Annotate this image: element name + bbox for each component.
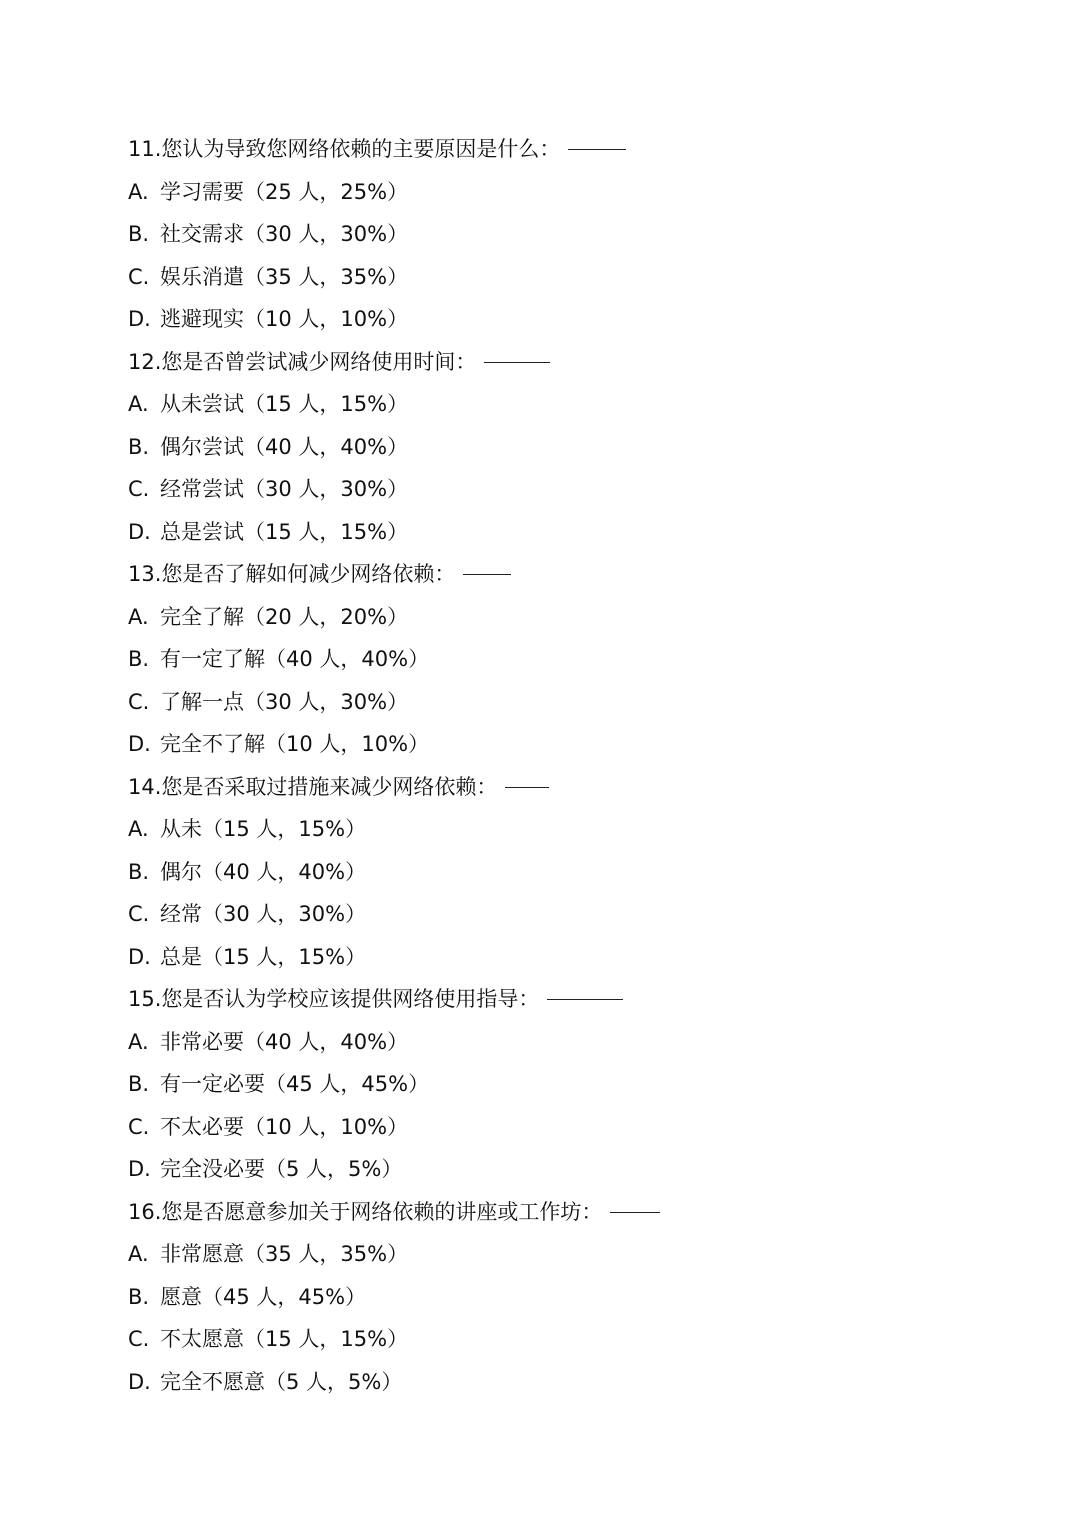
- option-letter: A.: [128, 1242, 149, 1266]
- question-text: 11.您认为导致您网络依赖的主要原因是什么：: [128, 137, 561, 161]
- option-letter: C.: [128, 264, 150, 289]
- option-letter: C.: [128, 902, 150, 926]
- option-item: [128, 1361, 1008, 1404]
- option-item: [128, 1106, 1008, 1149]
- question-text: 13.您是否了解如何减少网络依赖：: [128, 562, 456, 586]
- option-item: [128, 723, 1008, 766]
- option-letter: B.: [128, 1072, 150, 1096]
- option-item: [128, 1318, 1008, 1361]
- option-item: [128, 468, 1008, 511]
- option-text: 愿意（45 人，45%）: [160, 1284, 367, 1309]
- option-text: 经常（30 人，30%）: [160, 902, 367, 926]
- answer-blank: [484, 361, 550, 363]
- question-text: 16.您是否愿意参加关于网络依赖的讲座或工作坊：: [128, 1199, 603, 1224]
- question-title: [128, 553, 1008, 596]
- option-letter: A.: [128, 1029, 149, 1054]
- option-item: [128, 851, 1008, 894]
- option-item: [128, 1063, 1008, 1106]
- question-title: [128, 766, 1008, 809]
- option-letter: C.: [128, 689, 150, 714]
- option-item: [128, 426, 1008, 469]
- option-item: [128, 383, 1008, 426]
- option-text: 娱乐消遣（35 人，35%）: [160, 264, 409, 289]
- option-letter: C.: [128, 1114, 150, 1139]
- option-item: [128, 298, 1008, 341]
- option-text: 不太愿意（15 人，15%）: [160, 1327, 409, 1351]
- option-text: 偶尔（40 人，40%）: [160, 859, 367, 884]
- question-title: [128, 978, 1008, 1021]
- option-text: 总是尝试（15 人，15%）: [160, 519, 409, 544]
- option-text: 有一定必要（45 人，45%）: [160, 1072, 430, 1096]
- option-text: 经常尝试（30 人，30%）: [160, 477, 409, 501]
- option-letter: A.: [128, 817, 149, 841]
- option-letter: C.: [128, 1327, 150, 1351]
- answer-blank: [547, 998, 623, 1000]
- option-letter: D.: [128, 307, 151, 331]
- question-text: 15.您是否认为学校应该提供网络使用指导：: [128, 987, 540, 1011]
- question-title: [128, 341, 1008, 384]
- option-text: 学习需要（25 人，25%）: [160, 179, 409, 204]
- option-letter: D.: [128, 1369, 151, 1394]
- option-text: 完全了解（20 人，20%）: [160, 604, 409, 629]
- option-letter: B.: [128, 222, 150, 246]
- option-letter: C.: [128, 477, 150, 501]
- option-text: 了解一点（30 人，30%）: [160, 689, 409, 714]
- option-letter: D.: [128, 944, 151, 969]
- option-item: [128, 511, 1008, 554]
- option-text: 完全没必要（5 人，5%）: [160, 1157, 403, 1181]
- option-text: 逃避现实（10 人，10%）: [160, 307, 409, 331]
- option-item: [128, 1233, 1008, 1276]
- option-letter: D.: [128, 732, 151, 756]
- option-item: [128, 1148, 1008, 1191]
- question-title: [128, 1191, 1008, 1234]
- option-text: 有一定了解（40 人，40%）: [160, 647, 430, 671]
- option-letter: B.: [128, 434, 150, 459]
- option-text: 非常愿意（35 人，35%）: [160, 1242, 409, 1266]
- answer-blank: [505, 786, 549, 788]
- option-item: [128, 893, 1008, 936]
- option-text: 偶尔尝试（40 人，40%）: [160, 434, 409, 459]
- question-title: [128, 128, 1008, 171]
- question-text: 14.您是否采取过措施来减少网络依赖：: [128, 774, 498, 799]
- option-text: 完全不愿意（5 人，5%）: [160, 1369, 403, 1394]
- option-letter: A.: [128, 179, 149, 204]
- option-letter: A.: [128, 392, 149, 416]
- answer-blank: [610, 1211, 660, 1213]
- option-text: 总是（15 人，15%）: [160, 944, 367, 969]
- survey-page: [128, 128, 1008, 1403]
- question-text: 12.您是否曾尝试减少网络使用时间：: [128, 349, 477, 374]
- option-item: [128, 681, 1008, 724]
- option-item: [128, 638, 1008, 681]
- answer-blank: [463, 573, 511, 575]
- option-item: [128, 808, 1008, 851]
- option-item: [128, 596, 1008, 639]
- option-item: [128, 1021, 1008, 1064]
- option-letter: D.: [128, 1157, 151, 1181]
- option-item: [128, 936, 1008, 979]
- option-letter: B.: [128, 1284, 150, 1309]
- option-item: [128, 256, 1008, 299]
- option-letter: B.: [128, 647, 150, 671]
- option-item: [128, 171, 1008, 214]
- answer-blank: [568, 148, 626, 150]
- option-text: 从未（15 人，15%）: [160, 817, 367, 841]
- option-text: 非常必要（40 人，40%）: [160, 1029, 409, 1054]
- option-text: 完全不了解（10 人，10%）: [160, 732, 430, 756]
- option-text: 从未尝试（15 人，15%）: [160, 392, 409, 416]
- option-item: [128, 213, 1008, 256]
- option-letter: A.: [128, 604, 149, 629]
- option-letter: B.: [128, 859, 150, 884]
- option-text: 不太必要（10 人，10%）: [160, 1114, 409, 1139]
- option-letter: D.: [128, 519, 151, 544]
- option-text: 社交需求（30 人，30%）: [160, 222, 409, 246]
- option-item: [128, 1276, 1008, 1319]
